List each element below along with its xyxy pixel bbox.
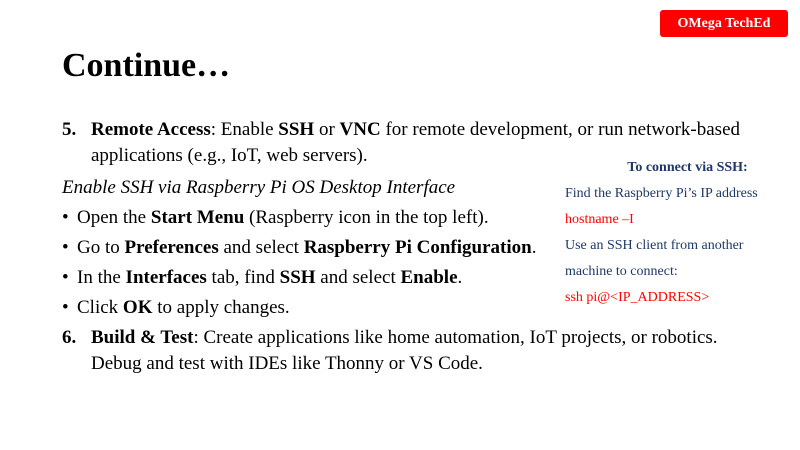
bullet-item: • In the Interfaces tab, find SSH and select Enable. [62,265,762,291]
ssh-step-text: Use an SSH client from another [565,238,744,253]
list-item-remote-access: 5. Remote Access: Enable SSH or VNC for remote development, or run network-based applications (e.g., IoT, web servers). [62,119,741,166]
list-item-build-test: 6. Build & Test: Create applications like home automation, IoT projects, or robotics. Debug and test with IDEs like Thonny or VS Code. [62,327,718,374]
ssh-command: hostname –I [565,212,634,227]
bullet-item: • Open the Start Menu (Raspberry icon in the top left). [62,205,762,231]
brand-badge: OMega TechEd [660,10,788,37]
item-label: Remote Access [91,119,211,140]
bullet-icon: • [62,267,69,288]
item-number: 5. [62,119,77,140]
ssh-step-text: Find the Raspberry Pi’s IP address [565,186,758,201]
slide-title: Continue… [62,47,231,84]
bullet-icon: • [62,297,69,318]
bullet-item: • Click OK to apply changes. [62,295,762,321]
vnc-term: VNC [339,119,381,140]
bullet-item: • Go to Preferences and select Raspberry Pi Configuration. [62,235,762,261]
item-number: 6. [62,327,77,348]
bullet-icon: • [62,207,69,228]
ssh-panel-title: To connect via SSH: [627,160,748,175]
bullet-icon: • [62,237,69,258]
ssh-instructions-panel [565,155,790,311]
subheading: Enable SSH via Raspberry Pi OS Desktop Interface [62,177,456,198]
ssh-step-text: machine to connect: [565,264,678,279]
item-label: Build & Test [91,327,194,348]
ssh-command: ssh pi@<IP_ADDRESS> [565,290,710,305]
ssh-term: SSH [278,119,315,140]
